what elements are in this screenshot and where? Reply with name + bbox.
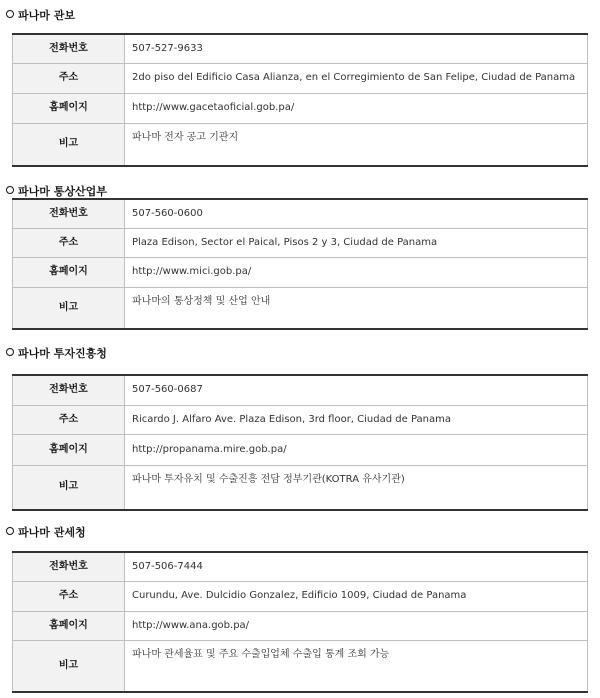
- info-table: [12, 198, 588, 330]
- note-label: 비고: [13, 465, 125, 510]
- phone-label: 전화번호: [13, 375, 125, 405]
- phone-value: 507-560-0600: [125, 199, 588, 228]
- phone-value: 507-527-9633: [125, 34, 588, 63]
- homepage-link[interactable]: http://www.mici.gob.pa/: [125, 257, 588, 287]
- address-value: Ricardo J. Alfaro Ave. Plaza Edison, 3rd floor, Ciudad de Panama: [125, 405, 588, 434]
- note-label: 비고: [13, 123, 125, 166]
- note-value: 파나마 전자 공고 기관지: [125, 123, 588, 166]
- address-label: 주소: [13, 405, 125, 434]
- phone-value: 507-506-7444: [125, 552, 588, 581]
- homepage-label: 홈페이지: [13, 611, 125, 640]
- section-title: 파나마 통상산업부: [6, 184, 107, 200]
- circle-bullet-icon: [6, 186, 14, 194]
- note-value: 파나마 투자유치 및 수출진흥 전담 정부기관(KOTRA 유사기관): [125, 465, 588, 510]
- circle-bullet-icon: [6, 527, 14, 535]
- section-title: 파나마 관세청: [6, 525, 86, 541]
- note-value: 파나마의 통상정책 및 산업 안내: [125, 287, 588, 329]
- info-table: [12, 374, 588, 511]
- note-value: 파나마 관세율표 및 주요 수출입업체 수출입 통계 조회 가능: [125, 640, 588, 692]
- circle-bullet-icon: [6, 10, 14, 18]
- address-value: 2do piso del Edificio Casa Alianza, en el Corregimiento de San Felipe, Ciudad de Panama: [125, 63, 588, 93]
- note-label: 비고: [13, 287, 125, 329]
- homepage-link[interactable]: http://www.ana.gob.pa/: [125, 611, 588, 640]
- address-label: 주소: [13, 63, 125, 93]
- phone-value: 507-560-0687: [125, 375, 588, 405]
- address-value: Plaza Edison, Sector el Paical, Pisos 2 y 3, Ciudad de Panama: [125, 228, 588, 257]
- homepage-label: 홈페이지: [13, 257, 125, 287]
- homepage-label: 홈페이지: [13, 93, 125, 123]
- homepage-link[interactable]: http://www.gacetaoficial.gob.pa/: [125, 93, 588, 123]
- section-title: 파나마 투자진흥청: [6, 346, 107, 362]
- address-label: 주소: [13, 581, 125, 611]
- info-table: [12, 551, 588, 693]
- homepage-label: 홈페이지: [13, 434, 125, 465]
- phone-label: 전화번호: [13, 552, 125, 581]
- note-label: 비고: [13, 640, 125, 692]
- address-label: 주소: [13, 228, 125, 257]
- section-title: 파나마 관보: [6, 8, 75, 24]
- address-value: Curundu, Ave. Dulcidio Gonzalez, Edificio 1009, Ciudad de Panama: [125, 581, 588, 611]
- homepage-link[interactable]: http://propanama.mire.gob.pa/: [125, 434, 588, 465]
- info-table: [12, 33, 588, 167]
- phone-label: 전화번호: [13, 34, 125, 63]
- phone-label: 전화번호: [13, 199, 125, 228]
- circle-bullet-icon: [6, 348, 14, 356]
